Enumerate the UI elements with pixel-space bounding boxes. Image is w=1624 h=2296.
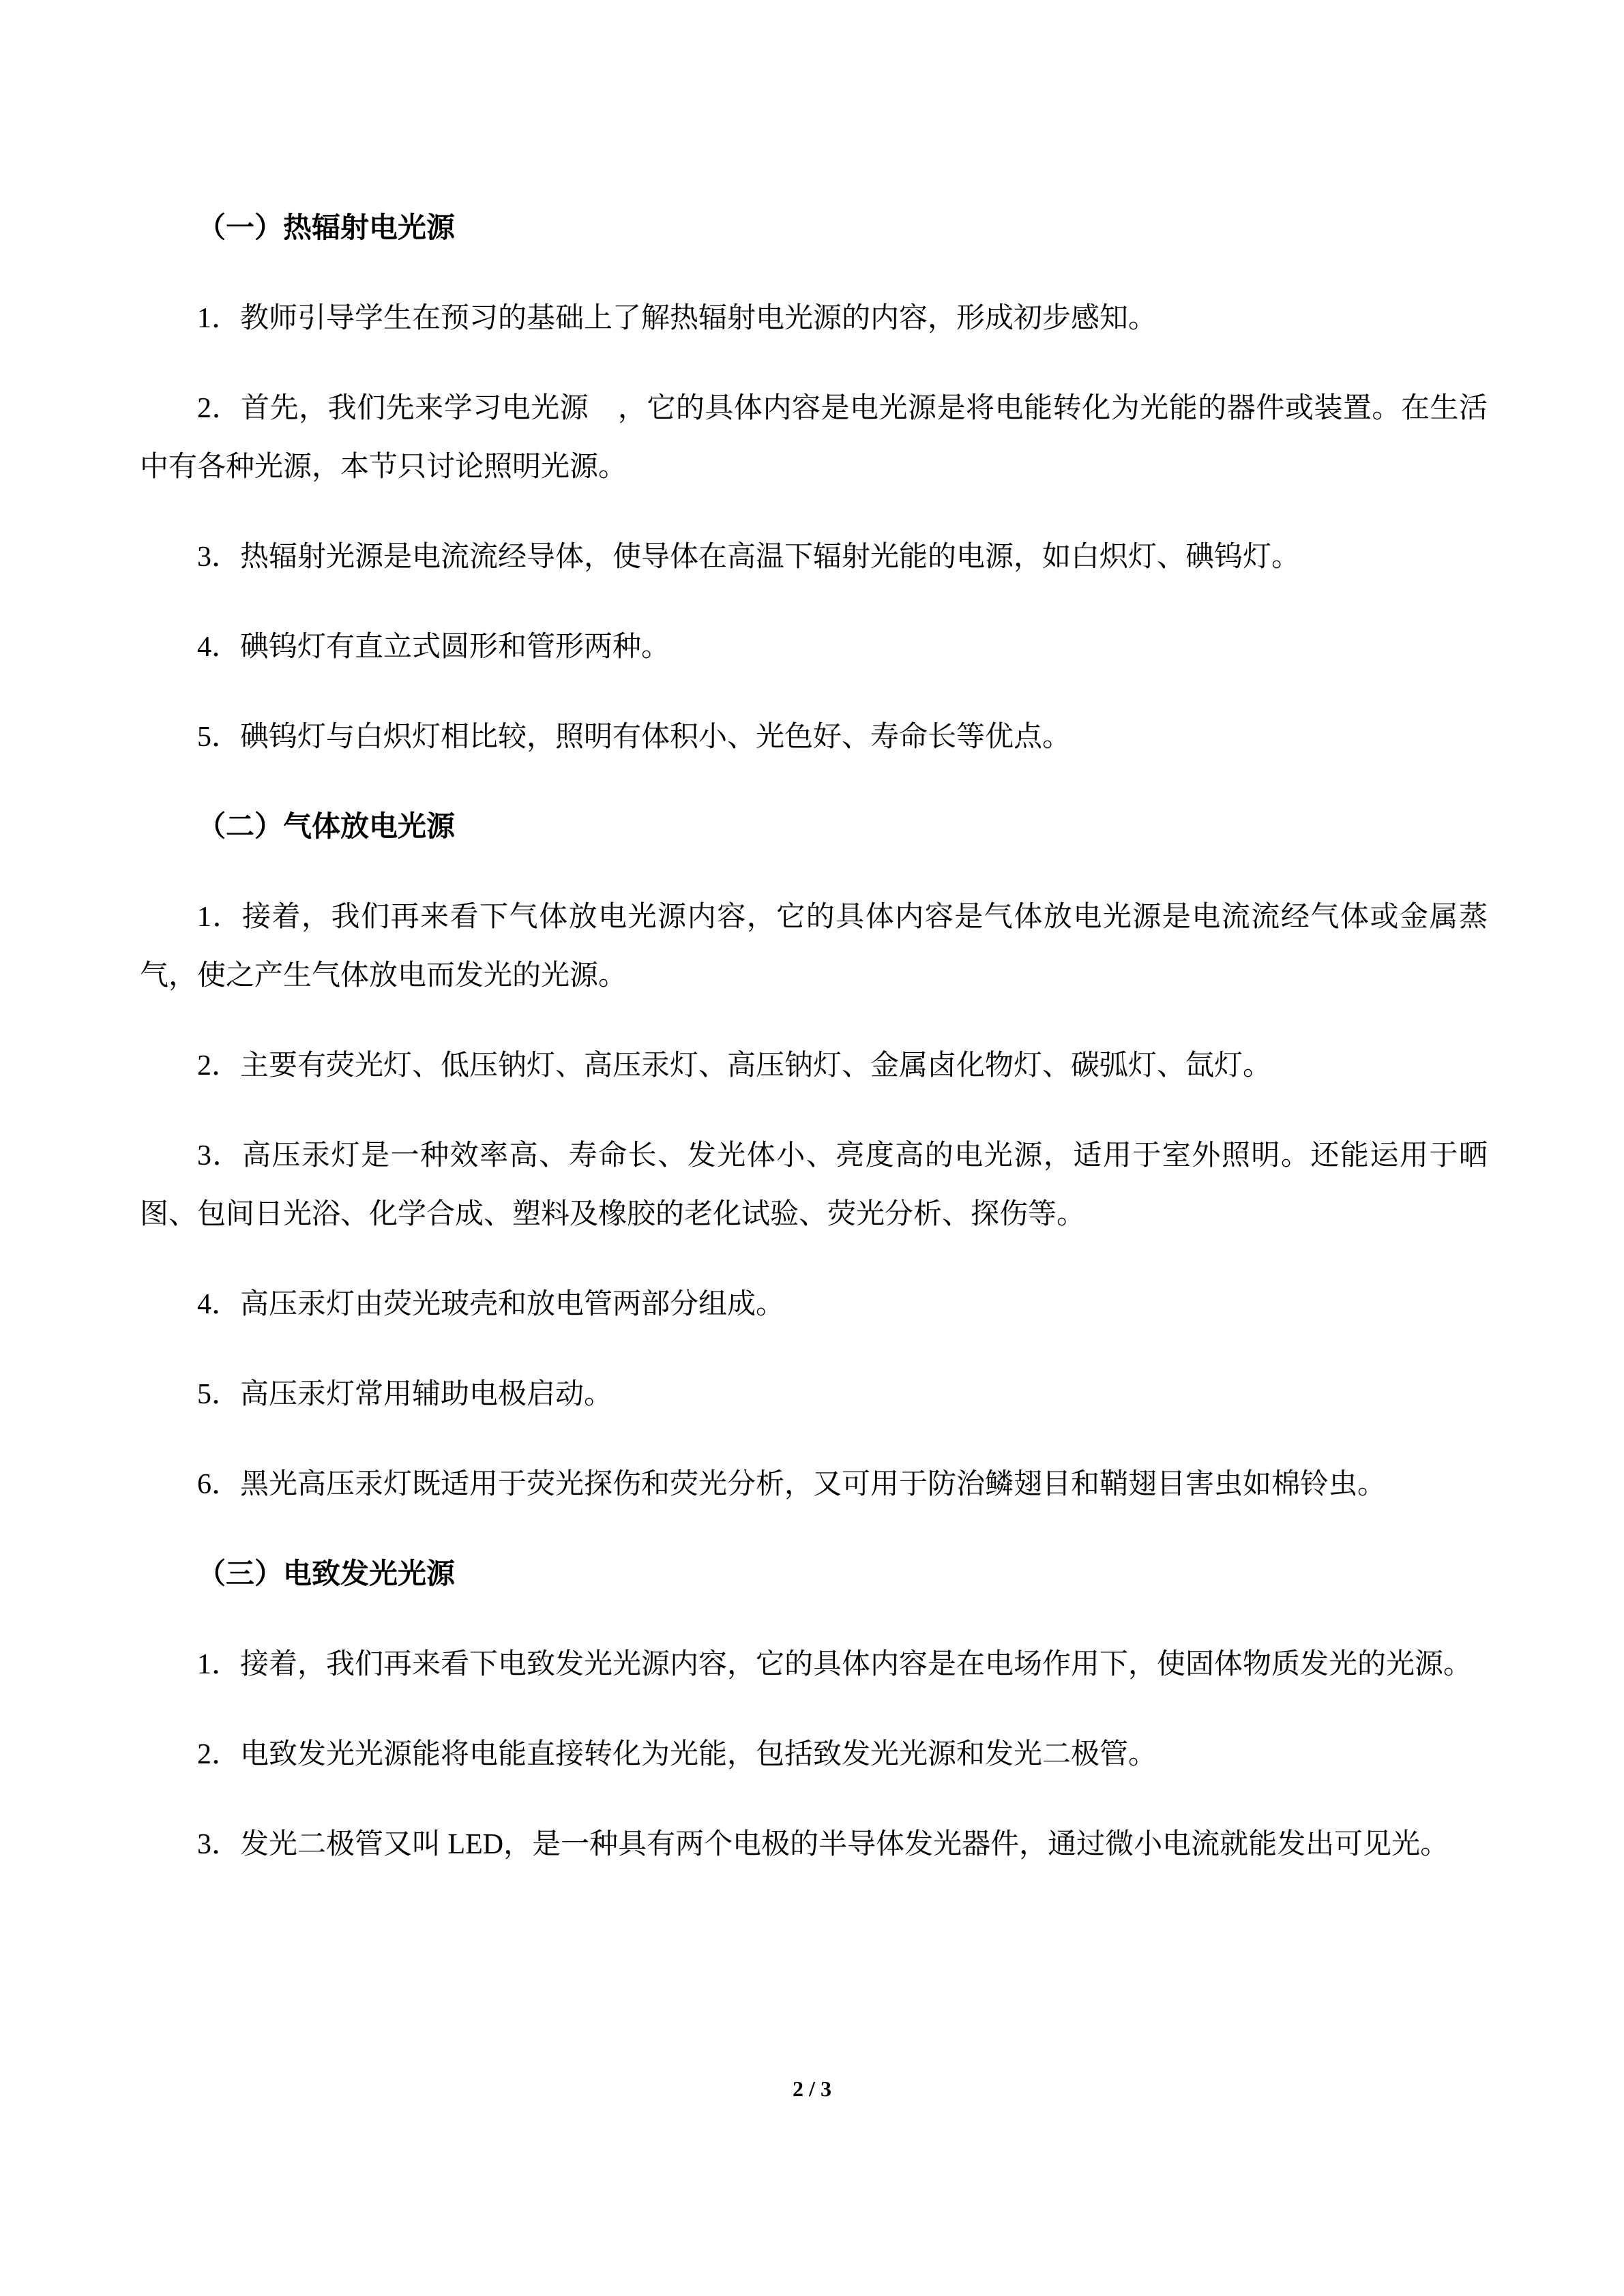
page-number: 2 / 3: [793, 2076, 831, 2101]
paragraph: 1．接着，我们再来看下气体放电光源内容，它的具体内容是气体放电光源是电流流经气体或金属蒸气，使之产生气体放电而发光的光源。: [140, 901, 1488, 992]
paragraph: 2．电致发光光源能将电能直接转化为光能，包括致发光光源和发光二极管。: [197, 1739, 1157, 1770]
paragraph: 1．接着，我们再来看下电致发光光源内容，它的具体内容是在电场作用下，使固体物质发光的光源。: [197, 1649, 1473, 1680]
paragraph: 4．高压汞灯由荧光玻壳和放电管两部分组成。: [197, 1289, 785, 1320]
section-heading: （三）电致发光光源: [197, 1559, 456, 1590]
paragraph: 1．教师引导学生在预习的基础上了解热辐射电光源的内容，形成初步感知。: [197, 303, 1157, 334]
paragraph: 2．首先，我们先来学习电光源 ，它的具体内容是电光源是将电能转化为光能的器件或装置。在生活中有各种光源，本节只讨论照明光源。: [140, 393, 1488, 483]
document-body: [140, 199, 1488, 1874]
paragraph: 3．高压汞灯是一种效率高、寿命长、发光体小、亮度高的电光源，适用于室外照明。还能运用于晒图、包间日光浴、化学合成、塑料及橡胶的老化试验、荧光分析、探伤等。: [140, 1140, 1488, 1230]
paragraph: 5．高压汞灯常用辅助电极启动。: [197, 1379, 613, 1410]
paragraph: 3．热辐射光源是电流流经导体，使导体在高温下辐射光能的电源，如白炽灯、碘钨灯。: [197, 541, 1301, 573]
paragraph: 6．黑光高压汞灯既适用于荧光探伤和荧光分析，又可用于防治鳞翅目和鞘翅目害虫如棉铃虫。: [197, 1469, 1387, 1500]
paragraph: 3．发光二极管又叫 LED，是一种具有两个电极的半导体发光器件，通过微小电流就能发出可见光。: [197, 1829, 1449, 1860]
paragraph: 2．主要有荧光灯、低压钠灯、高压汞灯、高压钠灯、金属卤化物灯、碳弧灯、氙灯。: [197, 1050, 1272, 1082]
paragraph: 5．碘钨灯与白炽灯相比较，照明有体积小、光色好、寿命长等优点。: [197, 721, 1072, 753]
section-heading: （二）气体放电光源: [197, 811, 456, 843]
paragraph: 4．碘钨灯有直立式圆形和管形两种。: [197, 631, 670, 663]
section-heading: （一）热辐射电光源: [197, 213, 456, 244]
